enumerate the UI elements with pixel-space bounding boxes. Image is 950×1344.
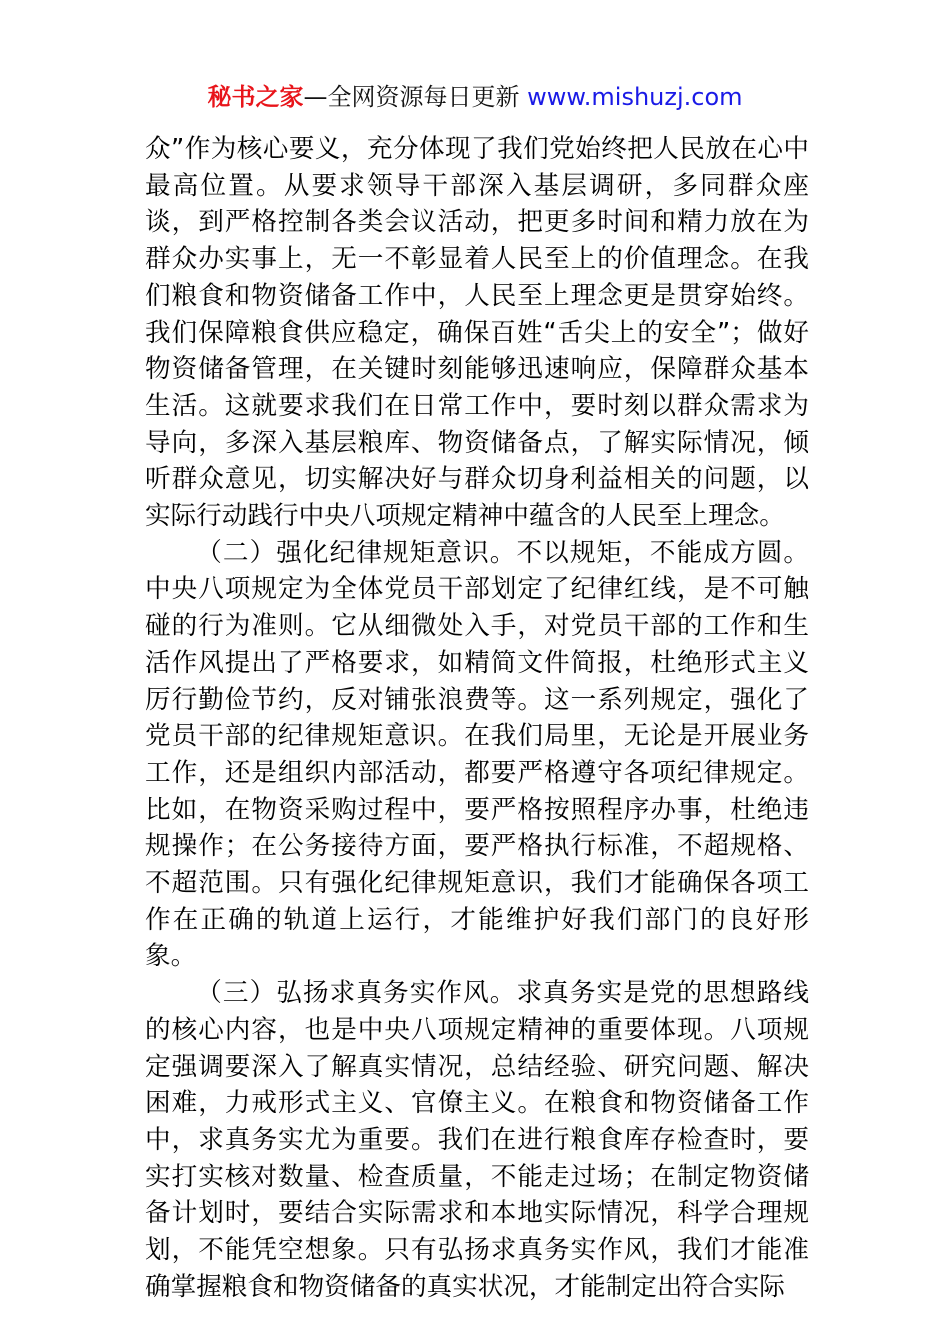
site-brand: 秘书之家: [207, 83, 304, 111]
site-header: [0, 80, 950, 114]
paragraph-continuation: 众”作为核心要义，充分体现了我们党始终把人民放在心中最高位置。从要求领导干部深入基层调研，多同群众座谈，到严格控制各类会议活动，把更多时间和精力放在为群众办实事上，无一不彰显着人民至上的价值理念。在我们粮食和物资储备工作中，人民至上理念更是贯穿始终。我们保障粮食供应稳定，确保百姓“舌尖上的安全”；做好物资储备管理，在关键时刻能够迅速响应，保障群众基本生活。这就要求我们在日常工作中，要时刻以群众需求为导向，多深入基层粮库、物资储备点，了解实际情况，倾听群众意见，切实解决好与群众切身利益相关的问题，以实际行动践行中央八项规定精神中蕴含的人民至上理念。: [145, 134, 809, 532]
site-url-link[interactable]: www.mishuzj.com: [527, 83, 743, 111]
document-body: [145, 131, 809, 1306]
paragraph-pragmatism: （三）弘扬求真务实作风。求真务实是党的思想路线的核心内容，也是中央八项规定精神的重要体现。八项规定强调要深入了解真实情况，总结经验、研究问题、解决困难，力戒形式主义、官僚主义。在粮食和物资储备工作中，求真务实尤为重要。我们在进行粮食库存检查时，要实打实核对数量、检查质量，不能走过场；在制定物资储备计划时，要结合实际需求和本地实际情况，科学合理规划，不能凭空想象。只有弘扬求真务实作风，我们才能准确掌握粮食和物资储备的真实状况，才能制定出符合实际: [145, 978, 809, 1302]
paragraph-discipline: （二）强化纪律规矩意识。不以规矩，不能成方圆。中央八项规定为全体党员干部划定了纪律红线，是不可触碰的行为准则。它从细微处入手，对党员干部的工作和生活作风提出了严格要求，如精简文件简报，杜绝形式主义厉行勤俭节约，反对铺张浪费等。这一系列规定，强化了党员干部的纪律规矩意识。在我们局里，无论是开展业务工作，还是组织内部活动，都要严格遵守各项纪律规定。比如，在物资采购过程中，要严格按照程序办事，杜绝违规操作；在公务接待方面，要严格执行标准，不超规格、不超范围。只有强化纪律规矩意识，我们才能确保各项工作在正确的轨道上运行，才能维护好我们部门的良好形象。: [145, 537, 809, 972]
site-tagline: —全网资源每日更新: [303, 83, 528, 111]
